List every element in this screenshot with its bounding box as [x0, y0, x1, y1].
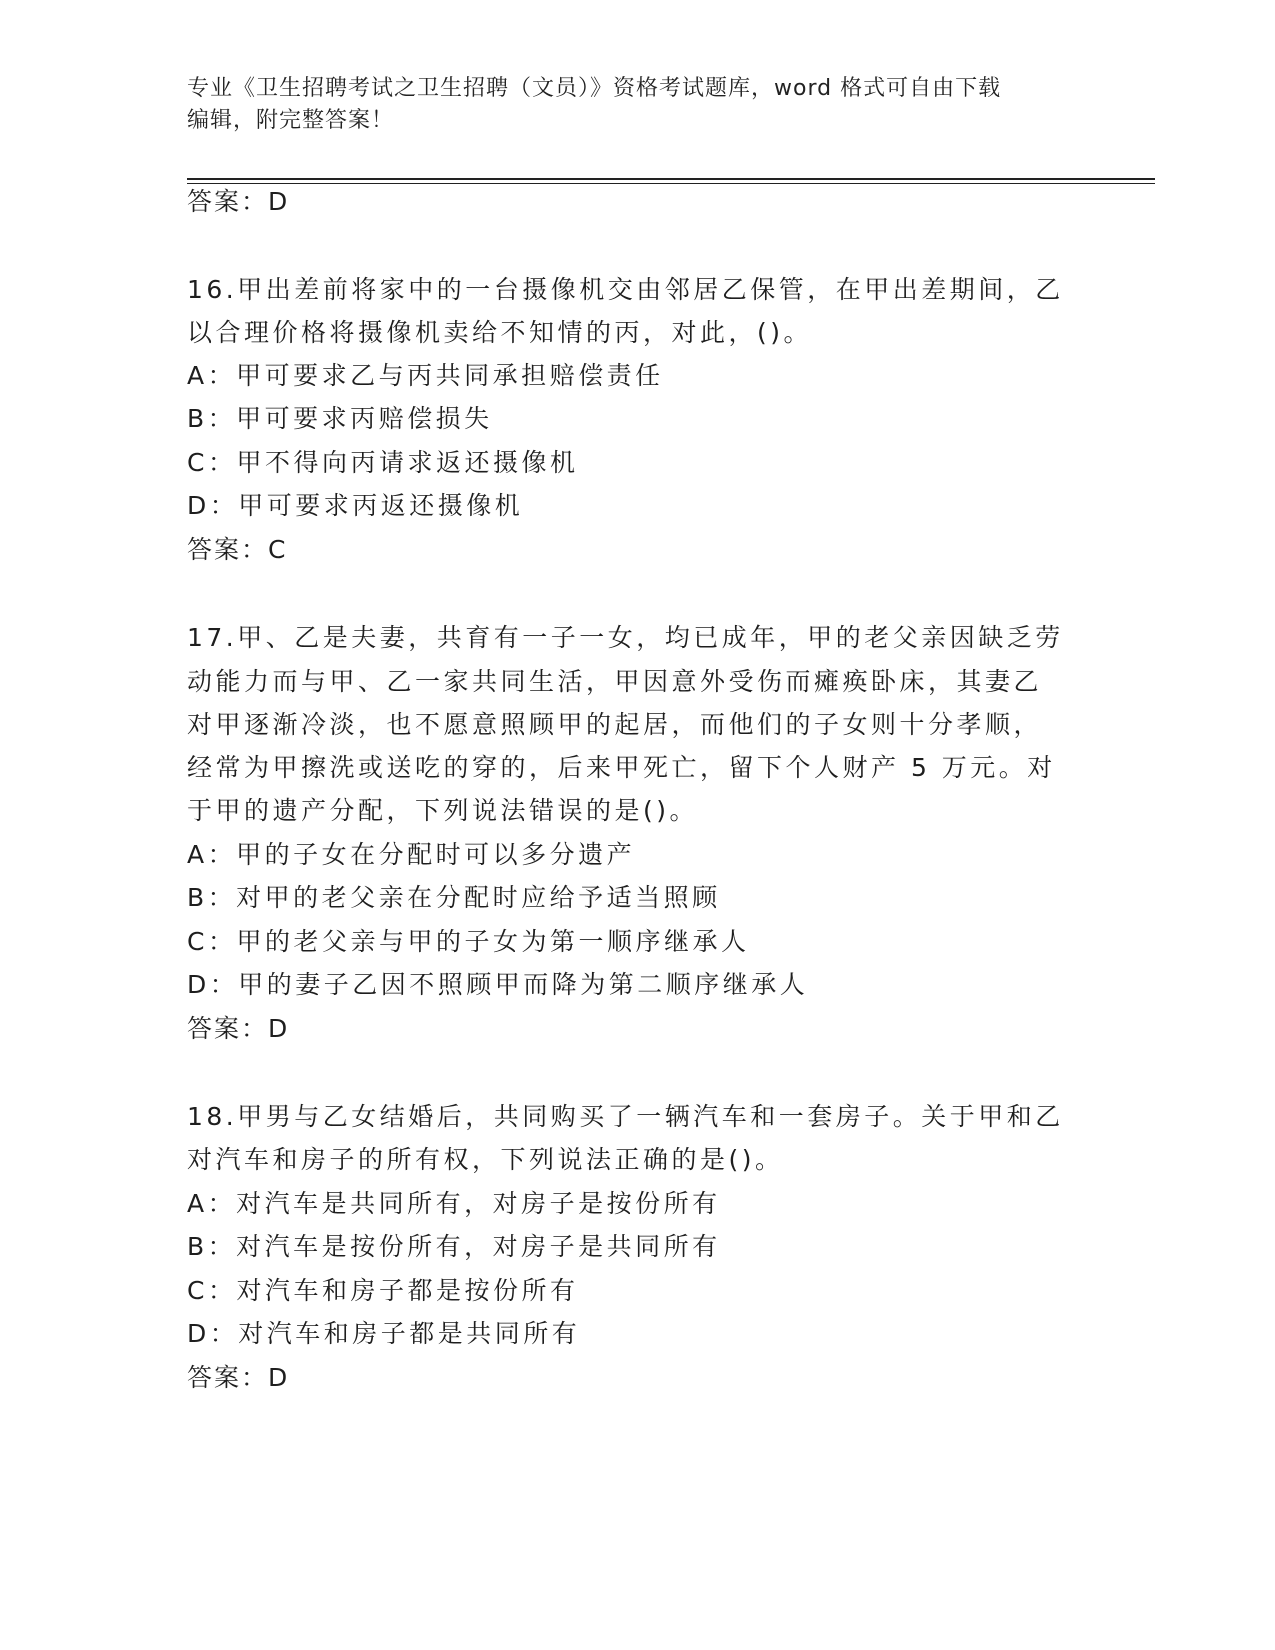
option-d: D：甲的妻子乙因不照顾甲而降为第二顺序继承人 [187, 970, 809, 999]
answer-label: 答案：D [187, 1014, 290, 1043]
option-a: A：甲的子女在分配时可以多分遗产 [187, 840, 636, 869]
question-text: 动能力而与甲、乙一家共同生活，甲因意外受伤而瘫痪卧床，其妻乙 [187, 667, 1043, 696]
option-b: B：对甲的老父亲在分配时应给予适当照顾 [187, 883, 721, 912]
question-text: 于甲的遗产分配，下列说法错误的是()。 [187, 796, 699, 825]
option-c: C：对汽车和房子都是按份所有 [187, 1276, 579, 1305]
question-text: 对甲逐渐冷淡，也不愿意照顾甲的起居，而他们的子女则十分孝顺， [187, 710, 1043, 739]
option-a: A：甲可要求乙与丙共同承担赔偿责任 [187, 361, 664, 390]
option-c: C：甲的老父亲与甲的子女为第一顺序继承人 [187, 927, 750, 956]
option-c: C：甲不得向丙请求返还摄像机 [187, 448, 579, 477]
question-text: 18.甲男与乙女结婚后，共同购买了一辆汽车和一套房子。关于甲和乙 [187, 1102, 1064, 1131]
header-divider-thin [187, 183, 1155, 184]
question-text: 16.甲出差前将家中的一台摄像机交由邻居乙保管，在甲出差期间，乙 [187, 275, 1064, 304]
document-header [187, 73, 1067, 137]
header-line-2: 编辑，附完整答案！ [187, 108, 395, 133]
answer-label: 答案：C [187, 535, 288, 564]
header-line-1: 专业《卫生招聘考试之卫生招聘（文员）》资格考试题库，word 格式可自由下载 [187, 76, 1002, 101]
option-d: D：甲可要求丙返还摄像机 [187, 491, 524, 520]
question-text: 对汽车和房子的所有权，下列说法正确的是()。 [187, 1145, 784, 1174]
option-b: B：甲可要求丙赔偿损失 [187, 404, 493, 433]
question-text: 以合理价格将摄像机卖给不知情的丙，对此，()。 [187, 318, 813, 347]
option-b: B：对汽车是按份所有，对房子是共同所有 [187, 1232, 721, 1261]
answer-label: 答案：D [187, 1363, 290, 1392]
answer-label: 答案：D [187, 187, 290, 216]
option-d: D：对汽车和房子都是共同所有 [187, 1319, 581, 1348]
header-divider [187, 178, 1155, 180]
question-text: 17.甲、乙是夫妻，共育有一子一女，均已成年，甲的老父亲因缺乏劳 [187, 623, 1064, 652]
option-a: A：对汽车是共同所有，对房子是按份所有 [187, 1189, 721, 1218]
question-text: 经常为甲擦洗或送吃的穿的，后来甲死亡，留下个人财产 5 万元。对 [187, 753, 1056, 782]
